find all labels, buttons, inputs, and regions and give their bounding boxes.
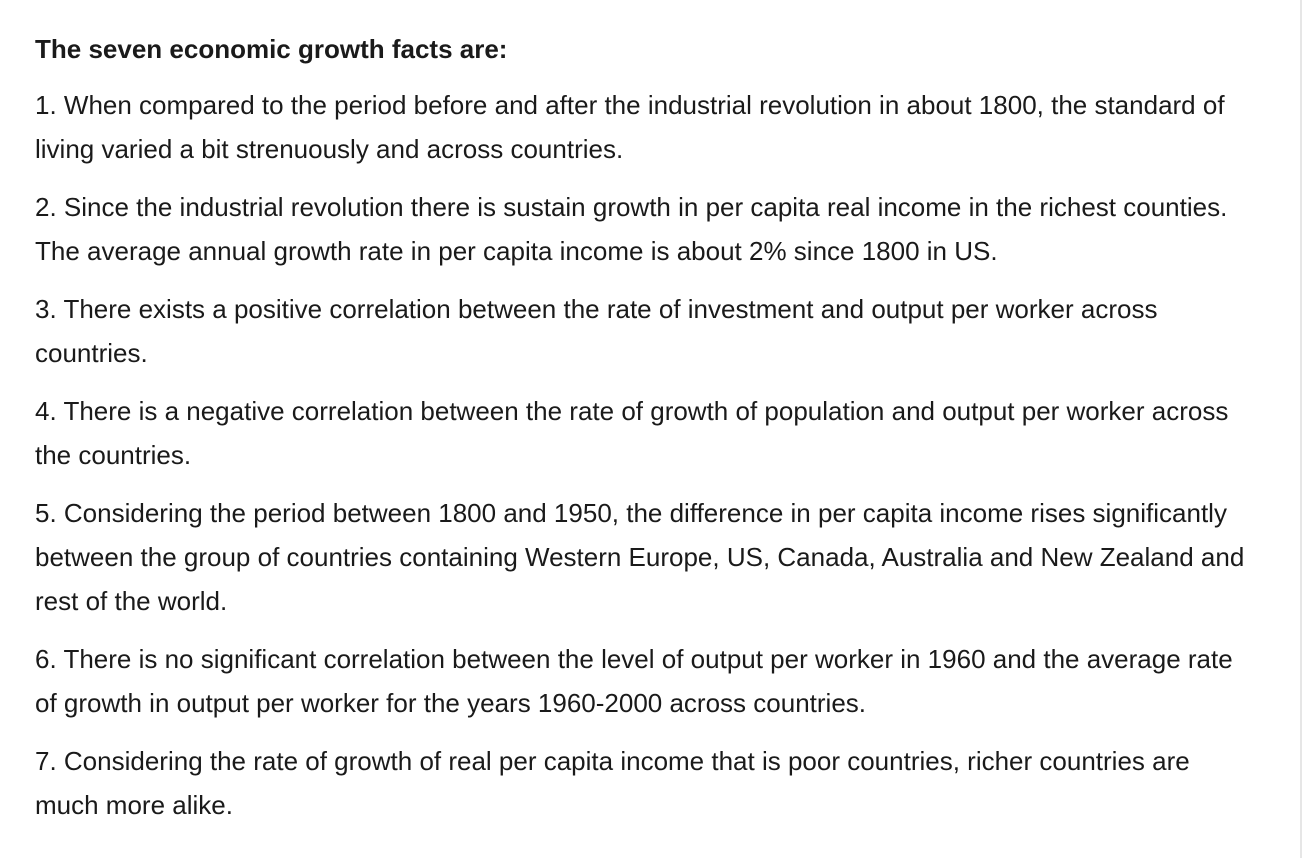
fact-item-5: 5. Considering the period between 1800 and 1950, the difference in per capita income rises significantly between the group of countries containing Western Europe, US, Canada, Australia and New Zealand and rest of the world. (35, 498, 1245, 616)
fact-item-2: 2. Since the industrial revolution there is sustain growth in per capita real income in the richest counties. The average annual growth rate in per capita income is about 2% since 1800 in US. (35, 192, 1228, 266)
fact-item-3: 3. There exists a positive correlation between the rate of investment and output per worker across countries. (35, 294, 1158, 368)
fact-item-6: 6. There is no significant correlation between the level of output per worker in 1960 and the average rate of growth in output per worker for the years 1960-2000 across countries. (35, 644, 1233, 718)
answer-content (35, 27, 1250, 841)
fact-item-4: 4. There is a negative correlation between the rate of growth of population and output per worker across the countries. (35, 396, 1229, 470)
section-heading: The seven economic growth facts are: (35, 34, 508, 64)
fact-item-1: 1. When compared to the period before and after the industrial revolution in about 1800, the standard of living varied a bit strenuously and across countries. (35, 90, 1225, 164)
fact-item-7: 7. Considering the rate of growth of real per capita income that is poor countries, richer countries are much more alike. (35, 746, 1190, 820)
